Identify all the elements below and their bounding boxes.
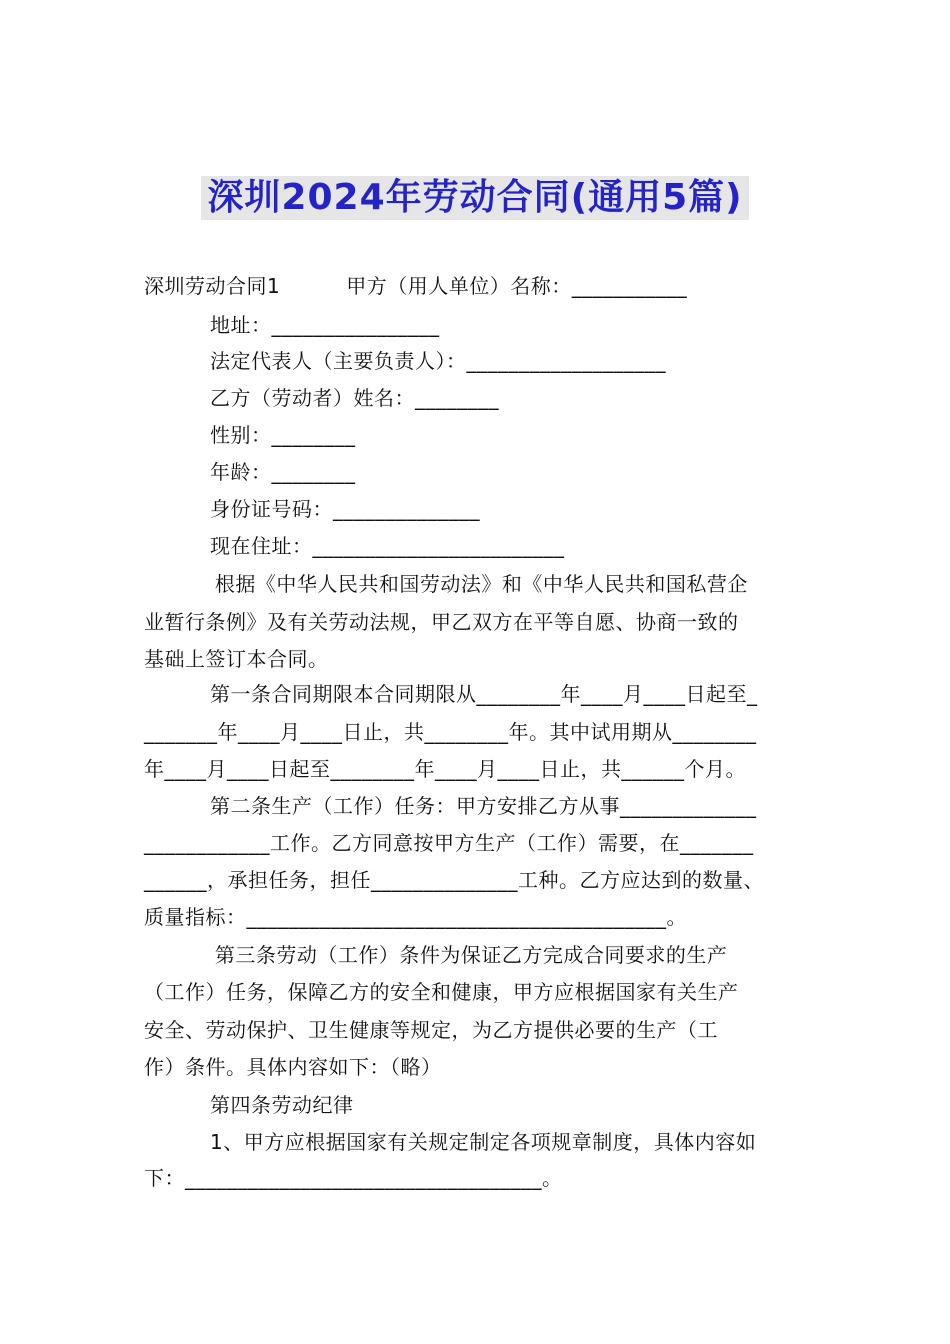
article2-line-1: 第二条生产（工作）任务：甲方安排乙方从事_____________ xyxy=(210,794,757,818)
intro-line-1: 根据《中华人民共和国劳动法》和《中华人民共和国私营企 xyxy=(208,572,748,596)
intro-line-2: 业暂行条例》及有关劳动法规，甲乙双方在平等自愿、协商一致的 xyxy=(144,610,739,634)
party-a-name-field: 甲方（用人单位）名称：___________ xyxy=(346,274,688,298)
article4-heading: 第四条劳动纪律 xyxy=(210,1093,354,1117)
article1-line-2: _______年____月____日止，共________年。其中试用期从________ xyxy=(144,720,757,744)
title-container xyxy=(0,176,950,220)
article1-line-1: 第一条合同期限本合同期限从________年____月____日起至_ xyxy=(210,682,758,706)
header-line xyxy=(144,272,687,300)
age-field: 年龄：________ xyxy=(210,460,356,484)
article3-line-1: 第三条劳动（工作）条件为保证乙方完成合同要求的生产 xyxy=(208,943,728,967)
article4-item1-line-1: 1、甲方应根据国家有关规定制定各项规章制度，具体内容如 xyxy=(210,1130,757,1154)
id-number-field: 身份证号码：______________ xyxy=(210,497,480,521)
document-title: 深圳2024年劳动合同(通用5篇) xyxy=(201,176,748,220)
section-label: 深圳劳动合同1 xyxy=(144,274,281,298)
article3-line-2: （工作）任务，保障乙方的安全和健康，甲方应根据国家有关生产 xyxy=(144,980,739,1004)
article3-line-3: 安全、劳动保护、卫生健康等规定，为乙方提供必要的生产（工 xyxy=(144,1018,718,1042)
intro-line-3: 基础上签订本合同。 xyxy=(144,647,329,671)
article2-line-2: ____________工作。乙方同意按甲方生产（工作）需要，在_______ xyxy=(144,831,754,855)
article4-item1-line-2: 下：__________________________________。 xyxy=(144,1166,563,1190)
address-field: 地址：________________ xyxy=(210,313,440,337)
article2-line-4: 质量指标：________________________________________。 xyxy=(144,905,687,929)
gender-field: 性别：________ xyxy=(210,423,356,447)
article1-line-3: 年____月____日起至________年____月____日止，共______个月。 xyxy=(144,757,746,781)
legal-rep-field: 法定代表人（主要负责人）：___________________ xyxy=(210,349,666,373)
party-b-name-field: 乙方（劳动者）姓名：________ xyxy=(210,386,499,410)
article2-line-3: ______，承担任务，担任______________工种。乙方应达到的数量、 xyxy=(144,868,764,892)
current-address-field: 现在住址：________________________ xyxy=(210,534,565,558)
article3-line-4: 作）条件。具体内容如下：（略） xyxy=(144,1055,442,1079)
